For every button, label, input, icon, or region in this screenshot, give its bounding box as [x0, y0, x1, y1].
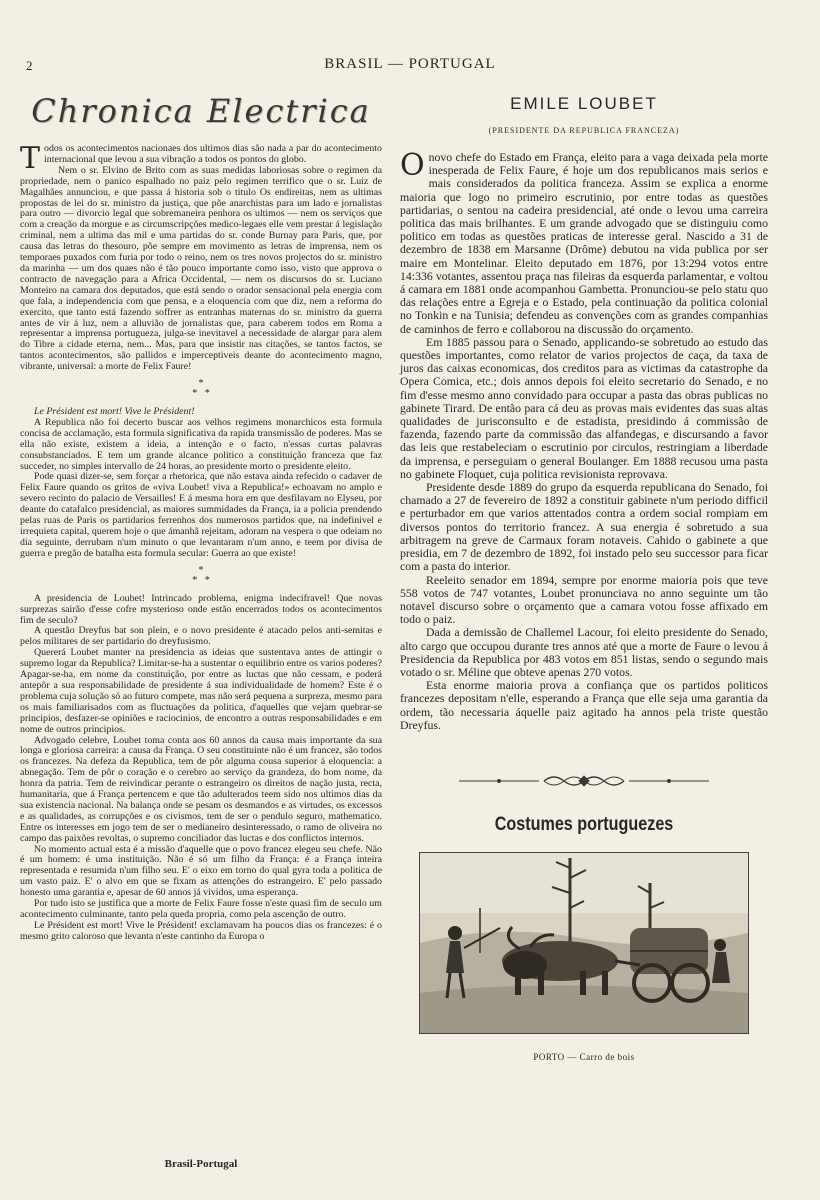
chronica-paragraph: Nem o sr. Elvino de Brito com as suas medidas laboriosas sobre o regimen da propriedade, nem o panico espalhado no paiz pelo regimen terrifico que o sr. Luiz de Magalhães annunciou, e que passa á historia sob o titulo Os endireitas, nem as ultimas propostas de lei do sr. ministro da justiça, que põe anarchistas para um lado e jornalistas para outro — divorcio legal que sobremaneira penhora os ultimos — nem os serviços que com a creação da morgue e as circumscripções medico-legaes elle vem prestar á legislação criminal, nem a ultima das mil e uma partidas do sr. conde Burnay para Paris, que, por causa das letras do thesouro, põe sempre em movimento as letras de imprensa, nem os temporaes puxados com furia por todo o reino, nem os tres novos projectos do sr. ministro da marinha — um dos quaes não é tão pouco importante como isso, visto que approva o contracto de navegação para a Africa Occidental, — nem os discursos do sr. Luciano Monteiro na camara dos deputados, que está sendo o orador sensacional pela energia com que fala, a independencia com que pensa, e a eloquencia com que diz, nem a reforma do exercito, que tanto está fazendo soffrer as entranhas maternas do sr. ministro da guerra antes de vir á luz, nem a alluvião de jornalistas que, para caberem todos em Roma a representar a imprensa portugueza, julga-se inevitavel a necessidade de alargar para alem do Tibre a cidade eterna, nem... Mas, para que insistir nas citações, se tantos factos, se tantos acontecimentos, são pallidos e imperceptiveis deante do acontecimento magno, vibrante, universal: a morte de Felix Faure!	[20, 164, 382, 373]
asterism-divider: * * *	[192, 564, 210, 586]
paragraph-text: odos os acontecimentos nacionaes dos ultimos dias são nada a par do acontecimento internacional que levou a sua vibração a todos os pontos do globo.	[44, 143, 382, 165]
running-head: BRASIL — PORTUGAL	[324, 56, 496, 72]
loubet-paragraph: Em 1885 passou para o Senado, applicando-se sobretudo ao estudo das questões importantes, como relator de varios projectos de caça, da taxa de juros das caixas economicas, dos creditos para as victimas da catastrophe da Opera Comica, etc.; dois annos depois foi eleito secretario do Senado, e no fim d'esse mesmo anno convidado para occupar a pasta das obras publicas no gabinete Tirard. De então para cá deu as provas mais evidentes das suas altas qualidades de jurisconsulto e de estadista, presidindo á commissão de fazenda, fazendo parte da commissão das alfandegas, e discursando a favor das leis que restabeleciam o escrutinio por circulos, restringiam a liberdade da imprensa, e perseguiam o general Boulanger. Em 1888 recusou uma pasta no gabinete Floquet, cuja politica revisionista reprovava.	[400, 334, 768, 481]
section-heading: Le Président est mort! Vive le Président!	[34, 406, 195, 418]
dropcap: O	[400, 148, 425, 183]
ox-cart-photo	[419, 852, 749, 1034]
chronica-paragraph: Le Président est mort! Vive le Président! exclamavam ha poucos dias os francezes: é o mesmo grito caloroso que levanta n'este cantinho da Europa o	[20, 919, 382, 942]
footer-brand: Brasil-Portugal	[164, 1158, 238, 1170]
chronica-paragraph: No momento actual esta é a missão d'aquelle que o povo francez elegeu seu chefe. Não é um homem: é uma instituição. Não é só um filho da França: é a França inteira representada e resumida n'um filho seu. E' o eixo em torno do qual gyra toda a politica de um vasto paiz. E' o alvo em que se fixam as attenções do estrangeiro. E' pelo passado honesto uma garantia e, apesar de 60 annos já vividos, uma esperança.	[20, 843, 382, 899]
chronica-column	[20, 92, 382, 943]
chronica-paragraph: A Republica não foi decerto buscar aos velhos regimens monarchicos esta formula concisa de acclamação, esta formula significativa da rapida transmissão de poderes. Mas se ella não existe, existem a ideia, a intenção e o facto, n'essas curtas palavras consubstanciados. E tem um grande alcance politico a constituição franceza que faz succeder, no simples intervallo de 24 horas, ao presidente morto o presidente eleito.	[20, 416, 382, 472]
costumes-title: Costumes portuguezes	[494, 813, 674, 835]
loubet-paragraph: Reeleito senador em 1894, sempre por enorme maioria pois que teve 558 votos de 747 votantes, Loubet pronunciava no anno seguinte um tão notavel discurso sobre o orçamento que a camara votou fosse affixado em todo o paiz.	[400, 572, 768, 627]
chronica-paragraph: Advogado celebre, Loubet toma conta aos 60 annos da causa mais importante da sua longa e gloriosa carreira: a causa da França. O seu constituinte não é um francez, são todos os francezes. Na defeza da Republica, tem de pôr alguma cousa superior á eloquencia: a abnegação. Tem de pôr o coração e o cerebro ao serviço da grandeza, do bom nome, da honra da patria. Tem de reivindicar perante o estrangeiro os direitos de nação justa, recta, humanitaria, que á França pertencem e que tão adulterados teem sido nos ultimos dias da sua existencia nacional. Na balança onde se pesam os desmandos e as virtudes, os excessos e as qualidades, as corrupções e os civismos, tem de ser o pendulo seguro, mathematico. Entre os interesses em jogo tem de ser o medianeiro desinteressado, o ramo de oliveira no campo das paixões revoltas, o supremo conciliador das luctas e dos conflictos internos.	[20, 734, 382, 844]
loubet-paragraph: Presidente desde 1889 do grupo da esquerda republicana do Senado, foi chamado a 27 de fevereiro de 1892 a constituir gabinete n'um periodo difficil e perturbador em que varios attentados contra a ordem social rompiam em diversos pontos do territorio francez. A sua energia é sobretudo a sua arbitragem na greve de Carmaux foram notaveis. Cahido o gabinete a que presidia, em 7 de dezembro de 1892, foi instado pelo seu successor para ficar com a pasta do interior.	[400, 480, 768, 574]
chronica-body	[20, 141, 382, 943]
loubet-paragraph	[400, 148, 768, 336]
loubet-paragraph: Esta enorme maioria prova a confiança que os partidos politicos francezes depositam n'elle, esperando a França que elle seja uma garantia da ordem, tão necessaria áquelle paiz agitado ha annos pela triste questão Dreyfus.	[400, 678, 768, 732]
photo-caption: PORTO — Carro de bois	[533, 1051, 635, 1062]
article-title: EMILE LOUBET	[510, 94, 658, 113]
chronica-title: Chronica Electrica	[31, 92, 371, 130]
loubet-paragraph: Dada a demissão de Challemel Lacour, foi eleito presidente do Senado, alto cargo que occupou durante tres annos até que a morte de Faure o levou á Presidencia da Republica por 483 votos em 851 listas, sendo o segundo mais votado o sr. Méline que obteve apenas 270 votos.	[400, 625, 768, 679]
page-number: 2	[26, 58, 33, 73]
loubet-column	[400, 92, 768, 1062]
chronica-paragraph: Quererá Loubet manter na presidencia as ideias que sustentava antes de attingir o supremo logar da Republica? Limitar-se-ha a sustentar o equilibrio entre os varios poderes? Apagar-se-ha, em nome da constituição, por entre as luctas que não cessam, e poderá antepôr a sua responsabilidade de presidente á sua individualidade de homem? Este é o problema cuja solução só ao futuro compete, mas não será pequena a surpreza, mesmo para os mais familiarisados com as fluctuações da politica, d'aquelles que vejam quebrar-se principios, desfazer-se opiniões e raciocinios, de encontro a outras responsabilidades e em nome de outros principios.	[20, 647, 382, 735]
chronica-paragraph: Pode quasi dizer-se, sem forçar a rhetorica, que não estava ainda refecido o cadaver de Felix Faure quando os gritos de «viva Loubet! viva a Republica!» echoavam no amplo e severo recinto do palacio de Versailles! E á mesma hora em que desfilavam no Elyseu, por deante do catafalco presidencial, as maiores summidades da França, ia a policia prendendo pelas ruas de Paris os partidarios ferrenhos dos numerosos partidos que, na indefinivel e irrequieta capital, querem hoje o que ámanhã rejeitam, adoram na vespera o que odeiam no dia seguinte, derrubam n'um minuto o que levantaram n'um anno, e teem por divisa de guerra e pregão de batalha esta formula secular: Guerra ao que existe!	[20, 471, 382, 559]
loubet-body	[400, 148, 768, 732]
paragraph-text: novo chefe do Estado em França, eleito para a vaga deixada pela morte inesperada de Felix Faure, é hoje um dos republicanos mais serios e mais considerados da politica franceza. Assim se explica a enorme maioria que logo no primeiro escrutinio, por entre todas as questões partidarias, o sentou na cadeira presidencial, até onde o levou uma carreira politica das mais brilhantes. E um grande advogado que se distinguiu como politico em todas as questões praticas de interesse geral. Nascido a 31 de dezembro de 1838 em Marsanne (Drôme) debutou na vida publica por ser maire em Montelinar. Eleito deputado em 1876, por 13:294 votos entre 14:336 votantes, assentou praça nas fileiras da esquerda parlamentar, e voltou á camara em 1881 onde acompanhou Gambetta. Pronunciou-se pelo statu quo das relações entre a Egreja e o Estado, pela continuação da politica colonial no Tonkin e na Tunisia; defendeu as convenções com as grandes companhias de caminhos de ferro e collaborou na discussão do orçamento.	[400, 150, 768, 336]
chronica-paragraph	[20, 141, 382, 176]
asterism-divider: * * *	[192, 378, 210, 400]
article-subtitle: (PRESIDENTE DA REPUBLICA FRANCEZA)	[488, 126, 680, 135]
chronica-paragraph: A questão Dreyfus bat son plein, e o novo presidente é atacado pelos anti-semitas e pelos militares de ser partidario do dreyfusismo.	[20, 625, 382, 648]
chronica-paragraph: A presidencia de Loubet! Intrincado problema, enigma indecifravel! Que novas surprezas sairão d'esse cofre mysterioso onde estão encerrados todos os acontecimentos fim de seculo?	[20, 592, 382, 626]
dropcap: T	[20, 141, 41, 176]
ornamental-divider-icon	[459, 774, 709, 792]
chronica-paragraph: Por tudo isto se justifica que a morte de Felix Faure fosse n'este quasi fim de seculo um acontecimento culminante, tanto pela queda propria, como pela ascenção de outro.	[20, 898, 382, 920]
